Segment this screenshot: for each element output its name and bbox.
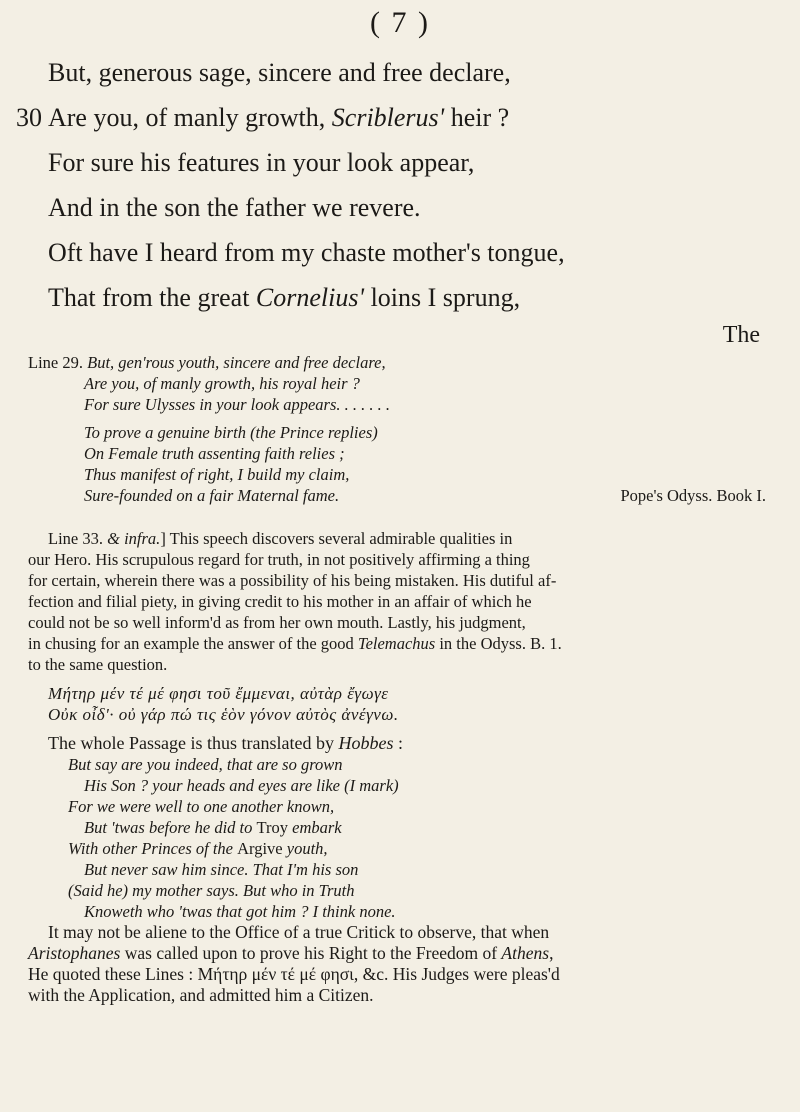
poem-line-text: Oft have I heard from my chaste mother's tongue, — [48, 238, 565, 267]
page-number: ( 7 ) — [370, 6, 430, 39]
poem-line-text: But, generous sage, sincere and free declare, — [48, 58, 511, 87]
hobbes-verse: Knoweth who 'twas that got him ? I think none. — [84, 902, 396, 921]
note-verse-row — [28, 485, 778, 506]
note-label: Line 29. — [28, 353, 83, 372]
hobbes-verse: (Said he) my mother says. But who in Truth — [68, 881, 355, 900]
note-verse: But, gen'rous youth, sincere and free declare, — [87, 353, 386, 372]
poem-line — [48, 185, 768, 230]
poem-line-text: For sure his features in your look appear, — [48, 148, 475, 177]
poem-line-text: And in the son the father we revere. — [48, 193, 421, 222]
poem-line-text: That from the great Cornelius' loins I sprung, — [48, 283, 521, 312]
closing-text: with the Application, and admitted him a Citizen. — [28, 985, 374, 1005]
hobbes-verse: But never saw him since. That I'm his son — [84, 860, 359, 879]
hobbes-verse: But say are you indeed, that are so grown — [68, 755, 343, 774]
note-verse: Sure-founded on a fair Maternal fame. — [84, 486, 340, 505]
poem-line — [48, 230, 768, 275]
line-number: 30 — [16, 103, 42, 132]
poem-line — [48, 140, 768, 185]
closing-text: It may not be aliene to the Office of a true Critick to observe, that when — [48, 922, 550, 942]
poem-line — [16, 95, 768, 140]
poem-line — [48, 50, 768, 95]
hobbes-verse: With other Princes of the Argive youth, — [68, 839, 328, 858]
hobbes-intro: The whole Passage is thus translated by Hobbes : — [48, 733, 403, 753]
hobbes-verse: His Son ? your heads and eyes are like (I mark) — [84, 776, 399, 795]
note-text: in chusing for an example the answer of the good Telemachus in the Odyss. B. 1. — [28, 634, 562, 653]
hobbes-verse: For we were well to one another known, — [68, 797, 335, 816]
catchword: The — [722, 322, 760, 348]
closing-text: He quoted these Lines : Μήτηρ μέν τέ μέ φησι, &c. His Judges were pleas'd — [28, 964, 560, 984]
note-text: our Hero. His scrupulous regard for truth, in not positively affirming a thing — [28, 550, 530, 569]
note-line-29 — [28, 352, 778, 506]
note-line-33 — [28, 528, 778, 1006]
poem-line-text: Are you, of manly growth, Scriblerus' heir ? — [48, 103, 510, 132]
note-text: for certain, wherein there was a possibility of his being mistaken. His dutiful af- — [28, 571, 557, 590]
poem-block — [16, 50, 768, 320]
note-verse: On Female truth assenting faith relies ; — [84, 444, 345, 463]
note-verse: Are you, of manly growth, his royal heir ? — [84, 374, 360, 393]
greek-verse: Μήτηρ μέν τέ μέ φησι τοῦ ἔμμεναι, αὐτὰρ ἔγωγε — [48, 684, 389, 703]
note-verse: Thus manifest of right, I build my claim, — [84, 465, 350, 484]
note-verse: For sure Ulysses in your look appears. . . . . . . — [84, 395, 390, 414]
note-text: to the same question. — [28, 655, 168, 674]
closing-text: Aristophanes was called upon to prove his Right to the Freedom of Athens, — [28, 943, 554, 963]
note-verse: To prove a genuine birth (the Prince replies) — [84, 423, 378, 442]
note-text: could not be so well inform'd as from her own mouth. Lastly, his judgment, — [28, 613, 526, 632]
note-source: Pope's Odyss. Book I. — [620, 486, 766, 505]
hobbes-verse: But 'twas before he did to Troy embark — [84, 818, 342, 837]
note-text: Line 33. & infra.] This speech discovers several admirable qualities in — [48, 529, 513, 548]
greek-verse: Οὐκ οἶδ'· οὐ γάρ πώ τις ἑὸν γόνον αὐτὸς ἀνέγνω. — [48, 705, 399, 724]
note-text: fection and filial piety, in giving credit to his mother in an affair of which he — [28, 592, 532, 611]
poem-line — [48, 275, 768, 320]
